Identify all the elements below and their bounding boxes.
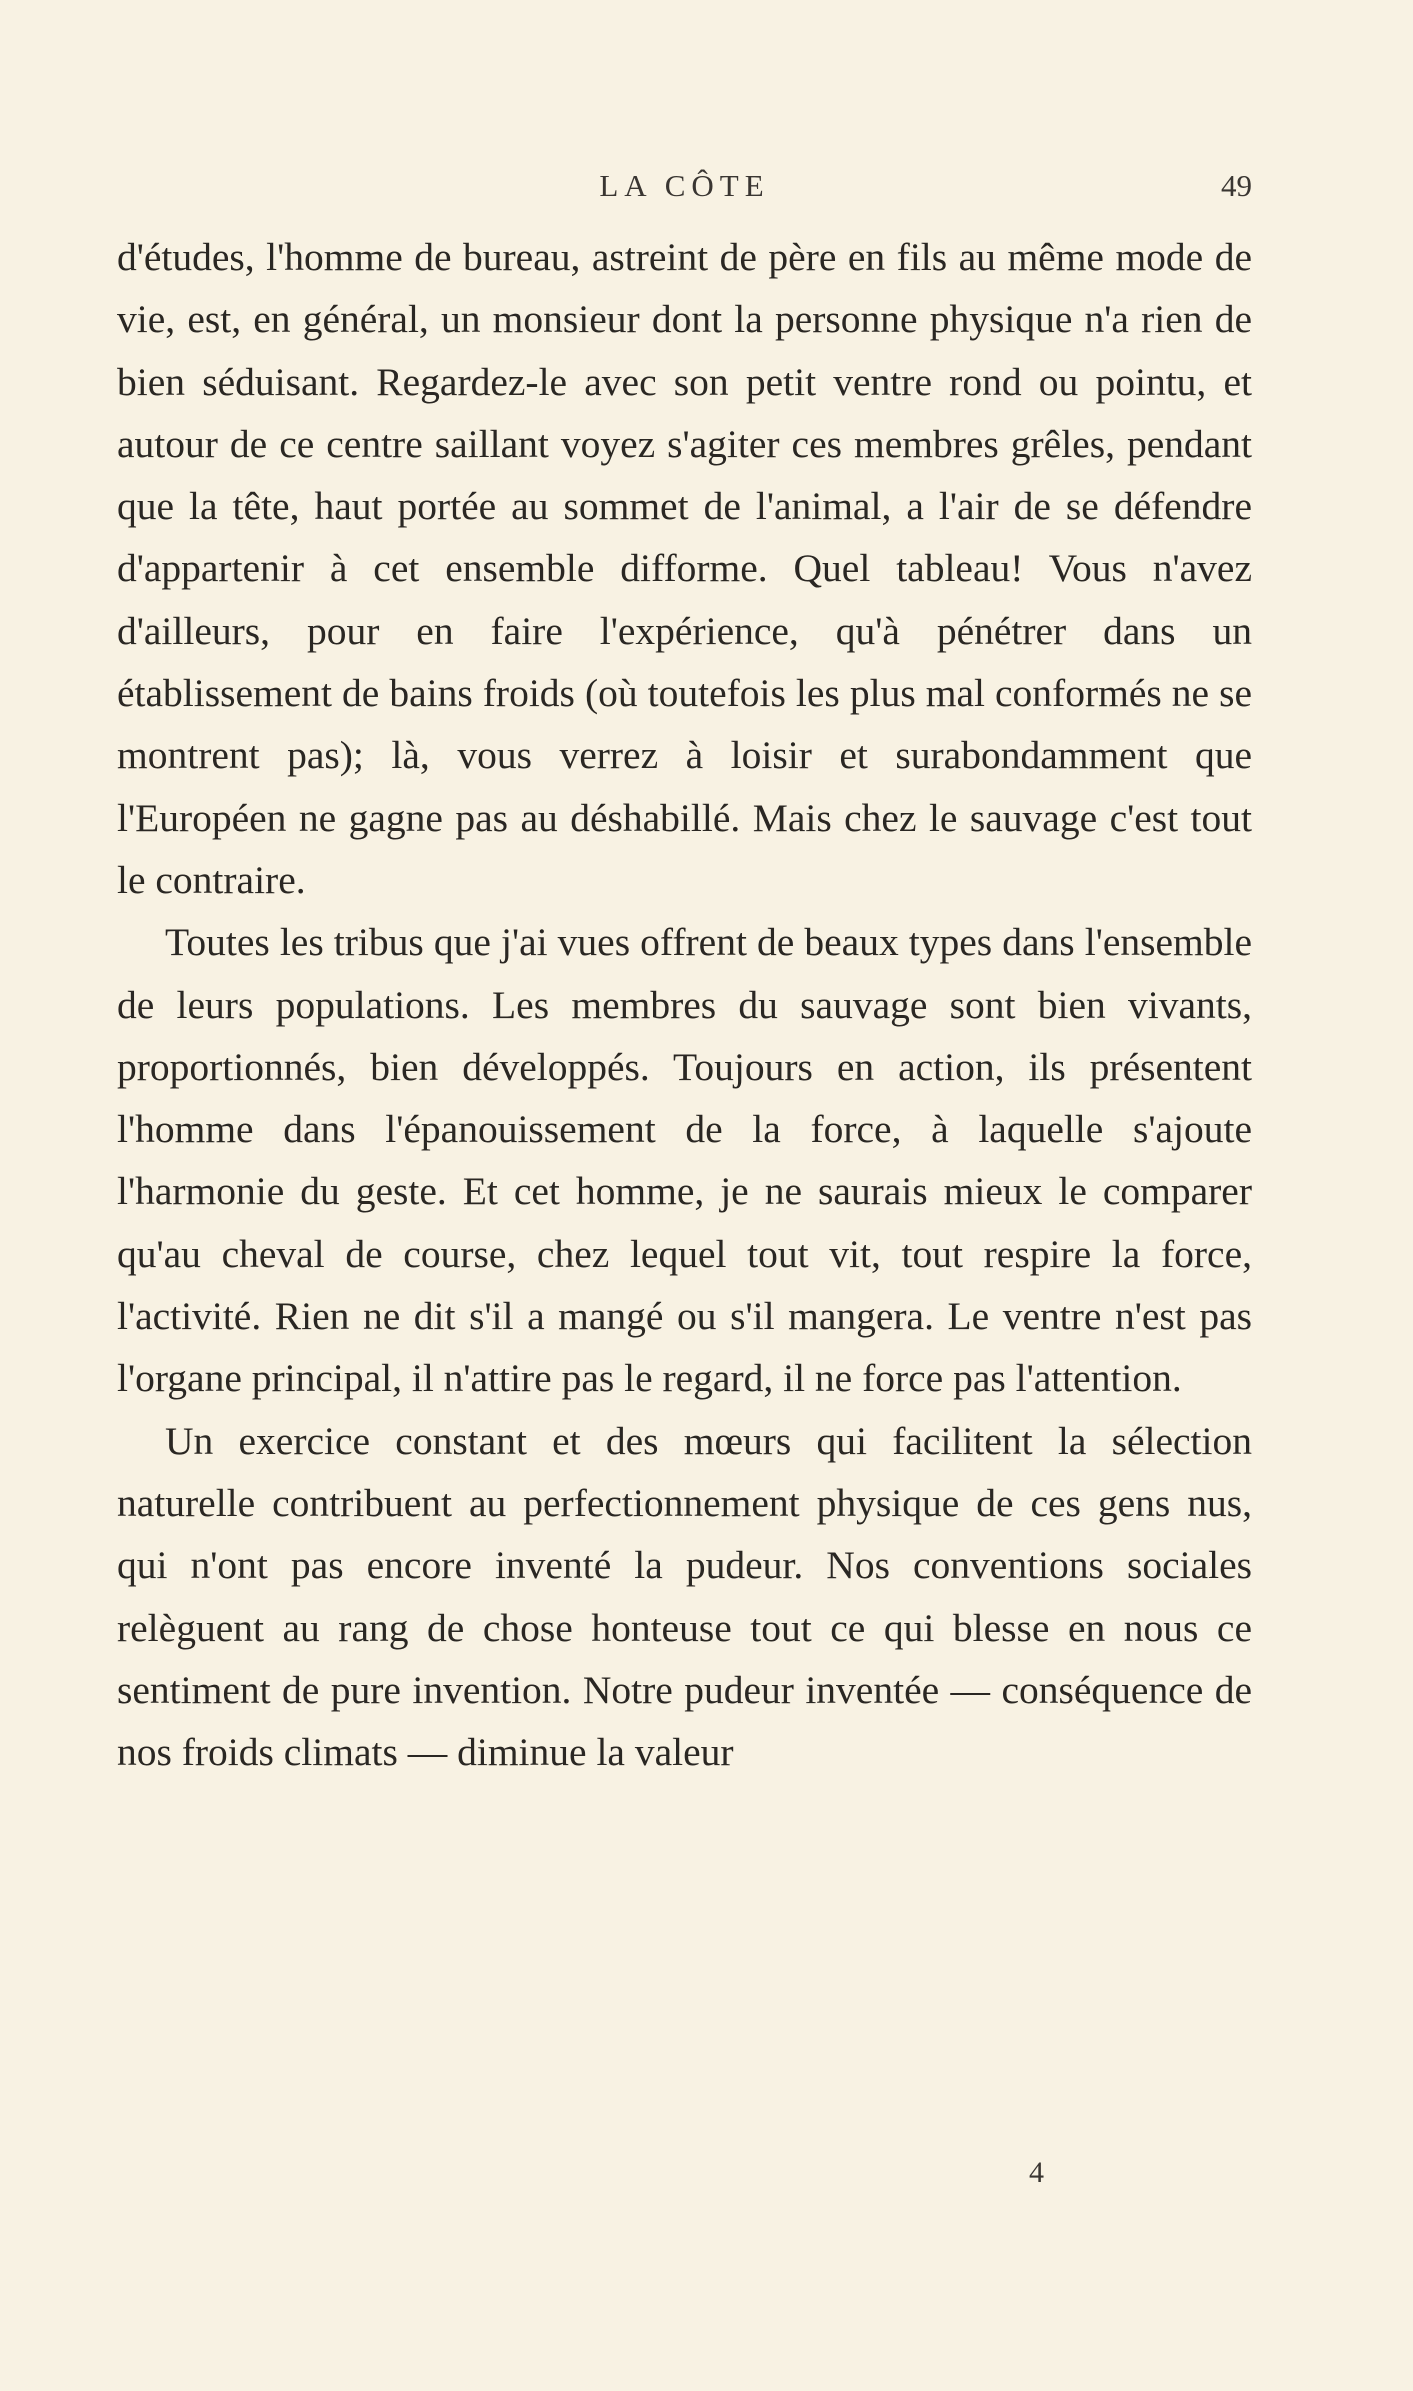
page-header bbox=[117, 168, 1252, 212]
signature-mark: 4 bbox=[1029, 2156, 1044, 2189]
body-text bbox=[117, 226, 1252, 1783]
paragraph-1: d'études, l'homme de bureau, astreint de père en fils au même mode de vie, est, en général, un monsieur dont la personne physique n'a rien de bien séduisant. Regardez-le avec son petit ventre rond ou pointu, et autour de ce centre saillant voyez s'agiter ces membres grêles, pendant que la tête, haut portée au sommet de l'animal, a l'air de se défendre d'appartenir à cet ensemble difforme. Quel tableau! Vous n'avez d'ailleurs, pour en faire l'expérience, qu'à pénétrer dans un établissement de bains froids (où toutefois les plus mal conformés ne se montrent pas); là, vous verrez à loisir et surabondamment que l'Européen ne gagne pas au déshabillé. Mais chez le sauvage c'est tout le contraire. bbox=[117, 235, 1252, 902]
running-title: LA CÔTE bbox=[599, 168, 770, 203]
paragraph-2: Toutes les tribus que j'ai vues offrent de beaux types dans l'ensemble de leurs populations. Les membres du sauvage sont bien vivants, proportionnés, bien développés. Toujours en action, ils présentent l'homme dans l'épanouissement de la force, à laquelle s'ajoute l'harmonie du geste. Et cet homme, je ne saurais mieux le comparer qu'au cheval de course, chez lequel tout vit, tout respire la force, l'activité. Rien ne dit s'il a mangé ou s'il mangera. Le ventre n'est pas l'organe principal, il n'attire pas le regard, il ne force pas l'attention. bbox=[117, 920, 1252, 1401]
page-number: 49 bbox=[1221, 168, 1252, 203]
paragraph-3: Un exercice constant et des mœurs qui facilitent la sélection naturelle contribuent au perfectionnement physique de ces gens nus, qui n'ont pas encore inventé la pudeur. Nos conventions sociales relèguent au rang de chose honteuse tout ce qui blesse en nous ce sentiment de pure invention. Notre pudeur inventée — conséquence de nos froids climats — diminue la valeur bbox=[117, 1418, 1252, 1775]
